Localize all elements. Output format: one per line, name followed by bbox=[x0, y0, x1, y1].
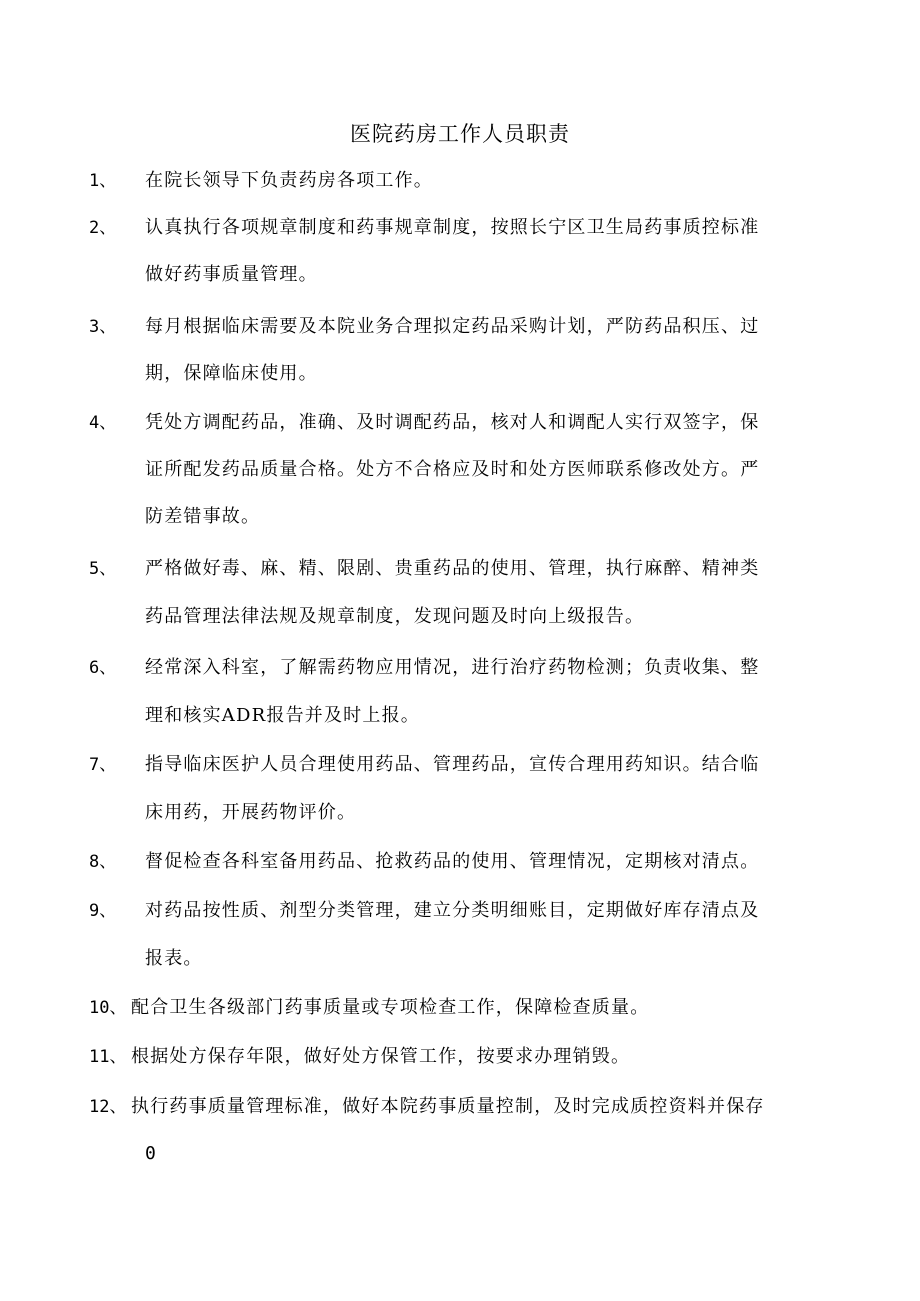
item-text-line: 0 bbox=[145, 1143, 158, 1164]
document-title: 医院药房工作人员职责 bbox=[350, 122, 570, 146]
item-number: 3、 bbox=[89, 317, 117, 337]
item-text-line: 指导临床医护人员合理使用药品、管理药品，宣传合理用药知识。结合临 bbox=[145, 754, 760, 775]
item-text-line: 每月根据临床需要及本院业务合理拟定药品采购计划，严防药品积压、过 bbox=[145, 316, 760, 337]
item-number: 8、 bbox=[89, 852, 117, 872]
item-text-line: 在院长领导下负责药房各项工作。 bbox=[145, 170, 433, 191]
item-text-line: 对药品按性质、剂型分类管理，建立分类明细账目，定期做好库存清点及 bbox=[145, 900, 760, 921]
item-text-line: 期，保障临床使用。 bbox=[145, 363, 318, 384]
item-number: 5、 bbox=[89, 559, 117, 579]
item-number: 12、 bbox=[89, 1097, 127, 1117]
item-number: 11、 bbox=[89, 1047, 127, 1067]
item-text-line: 根据处方保存年限，做好处方保管工作，按要求办理销毁。 bbox=[131, 1046, 631, 1067]
item-text-line: 防差错事故。 bbox=[145, 506, 261, 527]
item-text-line: 严格做好毒、麻、精、限剧、贵重药品的使用、管理，执行麻醉、精神类 bbox=[145, 558, 760, 579]
item-text-line: 床用药，开展药物评价。 bbox=[145, 802, 357, 823]
item-number: 9、 bbox=[89, 901, 117, 921]
item-text-line: 督促检查各科室备用药品、抢救药品的使用、管理情况，定期核对清点。 bbox=[145, 851, 760, 872]
item-number: 4、 bbox=[89, 413, 117, 433]
item-text-line: 报表。 bbox=[145, 948, 203, 969]
item-number: 7、 bbox=[89, 755, 117, 775]
item-number: 2、 bbox=[89, 218, 117, 238]
item-text-line: 理和核实ADR报告并及时上报。 bbox=[145, 705, 420, 726]
item-text-line: 做好药事质量管理。 bbox=[145, 264, 318, 285]
item-number: 10、 bbox=[89, 998, 127, 1018]
item-text-line: 凭处方调配药品，准确、及时调配药品，核对人和调配人实行双签字，保 bbox=[145, 412, 760, 433]
item-text-line: 认真执行各项规章制度和药事规章制度，按照长宁区卫生局药事质控标准 bbox=[145, 217, 760, 238]
item-text-line: 执行药事质量管理标准，做好本院药事质量控制，及时完成质控资料并保存 bbox=[131, 1096, 765, 1117]
item-text-line: 药品管理法律法规及规章制度，发现问题及时向上级报告。 bbox=[145, 606, 645, 627]
item-text-line: 经常深入科室，了解需药物应用情况，进行治疗药物检测；负责收集、整 bbox=[145, 657, 760, 678]
item-text-line: 配合卫生各级部门药事质量或专项检查工作，保障检查质量。 bbox=[131, 997, 650, 1018]
item-text-line: 证所配发药品质量合格。处方不合格应及时和处方医师联系修改处方。严 bbox=[145, 459, 760, 480]
item-number: 6、 bbox=[89, 658, 117, 678]
item-number: 1、 bbox=[89, 171, 117, 191]
